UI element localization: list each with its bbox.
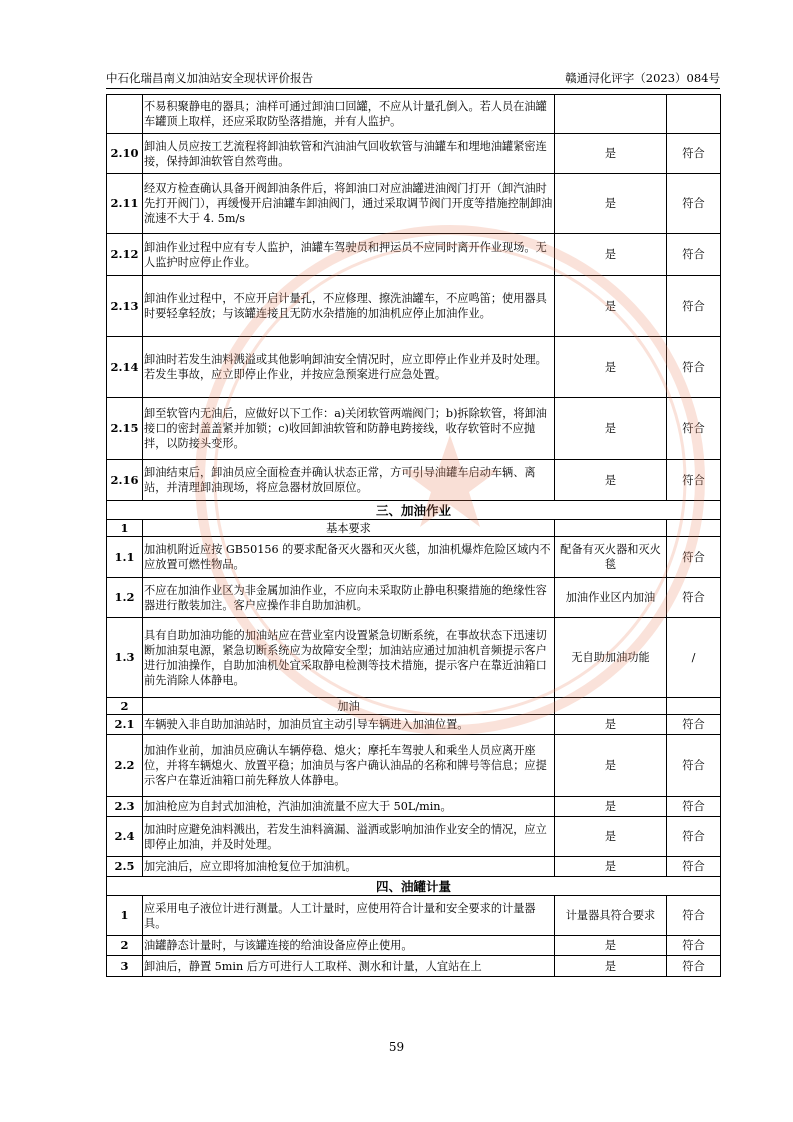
- item-number: 2: [107, 936, 143, 956]
- item-result: 是: [555, 956, 667, 977]
- item-requirement: 卸油时若发生油料溅溢或其他影响卸油安全情况时，应立即停止作业并及时处理。若发生事故，应立即停止作业，并按应急预案进行应急处置。: [143, 337, 555, 398]
- subsection-title: 基本要求: [143, 520, 555, 537]
- item-number: 1.1: [107, 537, 143, 578]
- item-conclusion: 符合: [667, 956, 721, 977]
- item-number: 2.13: [107, 276, 143, 337]
- item-number: 2.10: [107, 134, 143, 174]
- table-row: [107, 537, 721, 578]
- item-requirement: 不应在加油作业区为非金属加油作业，不应向未采取防止静电积聚措施的绝缘性容器进行散装加注。客户应操作非自助加油机。: [143, 578, 555, 618]
- item-conclusion: 符合: [667, 578, 721, 618]
- empty-cell: [555, 698, 667, 715]
- item-requirement: 卸至软管内无油后，应做好以下工作：a)关闭软管两端阀门；b)拆除软管，将卸油接口的密封盖盖紧并加锁；c)收回卸油软管和防静电跨接线，收存软管时不应抛拌，以防接头变形。: [143, 398, 555, 460]
- item-number: 2.15: [107, 398, 143, 460]
- empty-cell: [555, 520, 667, 537]
- item-conclusion: 符合: [667, 537, 721, 578]
- item-number: 2.11: [107, 174, 143, 234]
- table-row: [107, 578, 721, 618]
- item-number: 1.3: [107, 618, 143, 698]
- table-row: [107, 398, 721, 460]
- page-header: [106, 70, 720, 89]
- empty-cell: [667, 520, 721, 537]
- page-number: 59: [388, 1040, 405, 1054]
- header-report-title: 中石化瑞昌南义加油站安全现状评价报告: [106, 71, 313, 85]
- table-row: [107, 234, 721, 276]
- item-conclusion: 符合: [667, 896, 721, 936]
- table-row: [107, 174, 721, 234]
- item-number: 1.2: [107, 578, 143, 618]
- item-requirement: 卸油作业过程中应有专人监护，油罐车驾驶员和押运员不应同时离开作业现场。无人监护时应停止作业。: [143, 234, 555, 276]
- item-number: 2.12: [107, 234, 143, 276]
- item-conclusion: 符合: [667, 460, 721, 501]
- section-header-row: [107, 877, 721, 896]
- item-conclusion: 符合: [667, 234, 721, 276]
- evaluation-table-body: [107, 95, 721, 977]
- item-conclusion: 符合: [667, 276, 721, 337]
- item-requirement: 卸油作业过程中，不应开启计量孔，不应修理、擦洗油罐车，不应鸣笛；使用器具时要轻拿轻放；与该罐连接且无防水杂措施的加油机应停止加油作业。: [143, 276, 555, 337]
- item-conclusion: 符合: [667, 337, 721, 398]
- item-requirement: 经双方检查确认具备开阀卸油条件后，将卸油口对应油罐进油阀门打开（卸汽油时先打开阀门），再缓慢开启油罐车卸油阀门，通过采取调节阀门开度等措施控制卸油流速不大于 4. 5m/s: [143, 174, 555, 234]
- item-requirement: 具有自助加油功能的加油站应在营业室内设置紧急切断系统，在事故状态下迅速切断加油泵电源，紧急切断系统应为故障安全型；加油站应通过加油机音频提示客户进行加油操作，自助加油机处宜采取静电检测等技术措施，提示客户在靠近油箱口前先消除人体静电。: [143, 618, 555, 698]
- item-conclusion: 符合: [667, 936, 721, 956]
- item-requirement: 不易积聚静电的器具；油样可通过卸油口回罐，不应从计量孔倒入。若人员在油罐车罐顶上取样，还应采取防坠落措施，并有人监护。: [143, 95, 555, 134]
- item-result: 是: [555, 337, 667, 398]
- item-requirement: 应采用电子液位计进行测量。人工计量时，应使用符合计量和安全要求的计量器具。: [143, 896, 555, 936]
- item-conclusion: 符合: [667, 797, 721, 817]
- table-row: [107, 618, 721, 698]
- item-result: 配备有灭火器和灭火毯: [555, 537, 667, 578]
- subsection-number: 1: [107, 520, 143, 537]
- table-row: [107, 797, 721, 817]
- item-requirement: 油罐静态计量时，与该罐连接的给油设备应停止使用。: [143, 936, 555, 956]
- item-requirement: 车辆驶入非自助加油站时，加油员宜主动引导车辆进入加油位置。: [143, 715, 555, 735]
- section-title: 四、油罐计量: [107, 877, 721, 896]
- empty-cell: [667, 698, 721, 715]
- subsection-row: [107, 520, 721, 537]
- table-row: [107, 715, 721, 735]
- table-row: [107, 134, 721, 174]
- header-report-number: 赣通浔化评字（2023）084号: [565, 71, 720, 85]
- item-requirement: 加油机附近应按 GB50156 的要求配备灭火器和灭火毯，加油机爆炸危险区域内不应放置可燃性物品。: [143, 537, 555, 578]
- item-conclusion: 符合: [667, 134, 721, 174]
- item-requirement: 加完油后，应立即将加油枪复位于加油机。: [143, 857, 555, 877]
- table-row: [107, 817, 721, 857]
- subsection-title: 加油: [143, 698, 555, 715]
- table-row: [107, 460, 721, 501]
- item-number: 2.5: [107, 857, 143, 877]
- evaluation-table: [106, 94, 721, 977]
- item-result: 是: [555, 936, 667, 956]
- item-conclusion: [667, 95, 721, 134]
- item-number: 2.3: [107, 797, 143, 817]
- table-row: [107, 857, 721, 877]
- item-result: 是: [555, 797, 667, 817]
- item-result: 计量器具符合要求: [555, 896, 667, 936]
- table-row: [107, 95, 721, 134]
- item-requirement: 卸油人员应按工艺流程将卸油软管和汽油油气回收软管与油罐车和埋地油罐紧密连接，保持卸油软管自然弯曲。: [143, 134, 555, 174]
- item-result: 无自助加油功能: [555, 618, 667, 698]
- item-result: 是: [555, 276, 667, 337]
- table-row: [107, 276, 721, 337]
- item-number: 2.16: [107, 460, 143, 501]
- item-result: 是: [555, 134, 667, 174]
- item-result: 是: [555, 460, 667, 501]
- table-row: [107, 735, 721, 797]
- item-conclusion: 符合: [667, 817, 721, 857]
- item-conclusion: 符合: [667, 398, 721, 460]
- item-result: 是: [555, 174, 667, 234]
- item-result: [555, 95, 667, 134]
- item-number: 2.4: [107, 817, 143, 857]
- item-result: 是: [555, 817, 667, 857]
- item-result: 加油作业区内加油: [555, 578, 667, 618]
- item-requirement: 加油枪应为自封式加油枪，汽油加油流量不应大于 50L/min。: [143, 797, 555, 817]
- item-conclusion: 符合: [667, 857, 721, 877]
- item-result: 是: [555, 234, 667, 276]
- item-number: 2.2: [107, 735, 143, 797]
- item-number: 1: [107, 896, 143, 936]
- item-requirement: 加油作业前，加油员应确认车辆停稳、熄火；摩托车驾驶人和乘坐人员应离开座位，并将车辆熄火、放置平稳；加油员与客户确认油品的名称和牌号等信息；应提示客户在靠近油箱口前先释放人体静电。: [143, 735, 555, 797]
- item-number: [107, 95, 143, 134]
- subsection-number: 2: [107, 698, 143, 715]
- item-result: 是: [555, 857, 667, 877]
- table-row: [107, 956, 721, 977]
- table-row: [107, 337, 721, 398]
- item-conclusion: /: [667, 618, 721, 698]
- item-result: 是: [555, 735, 667, 797]
- subsection-row: [107, 698, 721, 715]
- item-requirement: 加油时应避免油料溅出，若发生油料滴漏、溢洒或影响加油作业安全的情况，应立即停止加油，并及时处理。: [143, 817, 555, 857]
- item-conclusion: 符合: [667, 174, 721, 234]
- table-row: [107, 936, 721, 956]
- item-conclusion: 符合: [667, 715, 721, 735]
- item-number: 2.1: [107, 715, 143, 735]
- item-number: 3: [107, 956, 143, 977]
- item-requirement: 卸油后，静置 5min 后方可进行人工取样、测水和计量，人宜站在上: [143, 956, 555, 977]
- item-requirement: 卸油结束后，卸油员应全面检查并确认状态正常，方可引导油罐车启动车辆、离站，并清理卸油现场，将应急器材放回原位。: [143, 460, 555, 501]
- section-title: 三、加油作业: [107, 501, 721, 520]
- table-row: [107, 896, 721, 936]
- item-result: 是: [555, 715, 667, 735]
- item-number: 2.14: [107, 337, 143, 398]
- item-result: 是: [555, 398, 667, 460]
- section-header-row: [107, 501, 721, 520]
- item-conclusion: 符合: [667, 735, 721, 797]
